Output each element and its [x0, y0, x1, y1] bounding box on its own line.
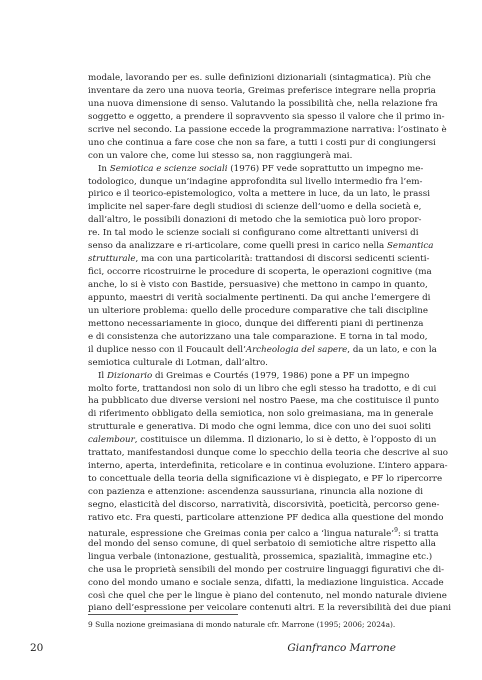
- text-line: [88, 512, 444, 525]
- text-span: pirico e il teorico-epistemologico, volta a mettere in luce, da un lato, le prassi: [88, 189, 430, 200]
- text-line: [88, 137, 436, 150]
- italic-span: Semiotica e scienze sociali: [109, 163, 228, 174]
- italic-span: strutturale: [88, 254, 136, 265]
- text-span: segno, elasticità del discorso, narratività, discorsività, poeticità, percorso gene-: [88, 499, 440, 510]
- text-span: del mondo del senso comune, di quel serbatoio di semiotiche altre rispetto alla: [88, 538, 436, 549]
- text-span: scrive nel secondo. La passione eccede la programmazione narrativa: l’ostinato è: [88, 124, 447, 135]
- text-span: e di consistenza che autorizzano una tale comparazione. E torna in tal modo,: [88, 331, 428, 342]
- text-span: trattato, manifestandosi dunque come lo specchio della teoria che descrive al suo: [88, 448, 449, 459]
- text-line: [88, 85, 436, 98]
- page-number: 20: [30, 642, 44, 654]
- text-span: soggetto e oggetto, a prendere il sopravvento sia spesso il valore che il primo in-: [88, 111, 445, 122]
- text-span: re. In tal modo le scienze sociali si configurano come altrettanti universi di: [88, 228, 419, 239]
- text-span: to concettuale della teoria della significazione vi è dispiegato, e PF lo ripercorre: [88, 474, 443, 485]
- text-span: inventare da zero una nuova teoria, Greimas preferisce integrare nella propria: [88, 85, 436, 96]
- italic-span: calembour: [88, 435, 135, 446]
- text-span: molto forte, trattandosi non solo di un libro che egli stesso ha tradotto, e di cui: [88, 383, 437, 394]
- text-span: : si tratta: [397, 528, 439, 539]
- text-span: In: [98, 163, 110, 174]
- text-line: [88, 227, 419, 240]
- text-line: [88, 383, 437, 396]
- text-line: [88, 538, 436, 551]
- text-line: [88, 408, 434, 421]
- text-line: [88, 421, 432, 434]
- text-line: [88, 98, 438, 111]
- text-line: [88, 357, 407, 370]
- text-line: [88, 176, 423, 189]
- text-span: un ulteriore problema: quello delle procedure comparative che tali discipline: [88, 305, 429, 316]
- text-span: interno, aperta, interdefinita, reticolare e in continua evoluzione. L’intero appara-: [88, 461, 448, 472]
- text-span: di riferimento obbligato della semiotica, non solo greimasiana, ma in generale: [88, 409, 434, 420]
- text-line: [88, 124, 447, 137]
- text-span: fici, occorre ricostruirne le procedure di scoperta, le operazioni cognitive (ma: [88, 267, 432, 278]
- text-span: modale, lavorando per es. sulle definizioni dizionariali (sintagmatica). Più che: [88, 73, 431, 83]
- text-span: piano dell’espressione per veicolare contenuti altri. E la reversibilità dei due piani: [88, 603, 452, 614]
- text-span: lingua verbale (intonazione, gestualità, prossemica, spazialità, immagine etc.): [88, 551, 433, 562]
- text-line: [88, 473, 443, 486]
- text-line: [88, 447, 449, 460]
- text-span: anche, lo si è visto con Bastide, persuasive) che mettono in campo in quanto,: [88, 280, 428, 290]
- text-span: appunto, maestri di verità socialmente pertinenti. Da qui anche l’emergere di: [88, 292, 431, 303]
- text-span: dall’altro, le possibili donazioni di metodo che la semiotica può loro propor-: [88, 215, 422, 226]
- text-line: [88, 214, 422, 227]
- text-span: mettono necessariamente in gioco, dunque dei differenti piani di pertinenza: [88, 318, 424, 329]
- text-line: [88, 279, 428, 292]
- text-span: strutturale e generativa. Di modo che ogni lemma, dice con uno dei suoi soliti: [88, 422, 432, 433]
- body-text: [88, 72, 452, 615]
- italic-span: Archeologia del sapere: [245, 344, 348, 355]
- text-line: [88, 434, 437, 447]
- footnote: [88, 620, 395, 630]
- running-author: Gianfranco Marrone: [287, 642, 396, 654]
- text-line: [88, 111, 445, 124]
- text-line: [88, 266, 432, 279]
- text-span: cono del mondo umano e sociale senza, difatti, la mediazione linguistica. Accade: [88, 577, 444, 588]
- text-span: di Greimas e Courtés (1979, 1986) pone a PF un impegno: [152, 370, 410, 381]
- text-span: Il: [98, 370, 107, 381]
- text-span: implicite nel saper-fare degli studiosi di scienze dell’uomo e della società e,: [88, 202, 422, 213]
- text-span: , da un lato, e con la: [347, 344, 437, 355]
- text-span: semiotica culturale di Lotman, dall’altro.: [88, 357, 268, 368]
- text-line: [88, 551, 433, 564]
- footnote-number: 9: [88, 620, 93, 629]
- italic-span: Dizionario: [106, 370, 153, 381]
- text-line: [88, 292, 431, 305]
- text-line: [88, 486, 424, 499]
- text-line: [88, 395, 440, 408]
- footnote-text: Sulla nozione greimasiana di mondo naturale cfr. Marrone (1995; 2006; 2024a).: [95, 620, 396, 629]
- text-span: , costituisce un dilemma. Il dizionario, lo si è detto, è l’opposto di un: [134, 435, 437, 446]
- text-line: [88, 460, 448, 473]
- text-span: (1976) PF vede soprattutto un impegno me-: [227, 163, 424, 174]
- text-line: [88, 240, 434, 253]
- text-span: ha pubblicato due diverse versioni nel nostro Paese, ma che costituisce il punto: [88, 396, 440, 407]
- text-line: [88, 590, 447, 603]
- text-line: [88, 201, 422, 214]
- text-span: che usa le proprietà sensibili del mondo per costruire linguaggi figurativi che di-: [88, 564, 445, 575]
- text-span: todologico, dunque un’indagine approfondita sul livello intermedio fra l’em-: [88, 176, 423, 187]
- text-span: con pazienza e attenzione: ascendenza saussuriana, rinuncia alla nozione di: [88, 487, 424, 497]
- text-line: [88, 72, 431, 85]
- text-span: rativo etc. Fra questi, particolare attenzione PF dedica alla questione del mondo: [88, 512, 444, 523]
- text-span: il duplice nesso con il Foucault dell’: [88, 344, 246, 355]
- text-line: [88, 344, 437, 357]
- footnote-marker: 9: [394, 526, 398, 534]
- text-line: [88, 163, 424, 176]
- text-line: [88, 150, 407, 163]
- text-line: [88, 564, 445, 577]
- text-line: [88, 370, 410, 383]
- text-line: [88, 331, 428, 344]
- text-line: [88, 305, 429, 318]
- text-line: [88, 577, 444, 590]
- text-span: uno che continua a fare cose che non sa fare, a tutti i costi pur di congiungersi: [88, 137, 436, 148]
- italic-span: Semantica: [386, 241, 434, 252]
- text-line: [88, 318, 424, 331]
- text-span: senso da analizzare e ri-articolare, come quelli presi in carico nella: [88, 241, 387, 252]
- text-span: , ma con una particolarità: trattandosi di discorsi sedicenti scienti-: [135, 254, 430, 265]
- text-span: una nuova dimensione di senso. Valutando la possibilità che, nella relazione fra: [88, 98, 438, 109]
- footnote-rule: [88, 614, 238, 615]
- text-line: [88, 188, 430, 201]
- text-span: naturale, espressione che Greimas conia per calco a ‘lingua naturale’: [88, 528, 395, 539]
- text-span: così che quel che per le lingue è piano del contenuto, nel mondo naturale diviene: [88, 590, 447, 601]
- text-line: [88, 499, 440, 512]
- text-span: con un valore che, come lui stesso sa, non raggiungerà mai.: [88, 150, 353, 161]
- text-line: [88, 253, 430, 266]
- text-line: [88, 525, 439, 539]
